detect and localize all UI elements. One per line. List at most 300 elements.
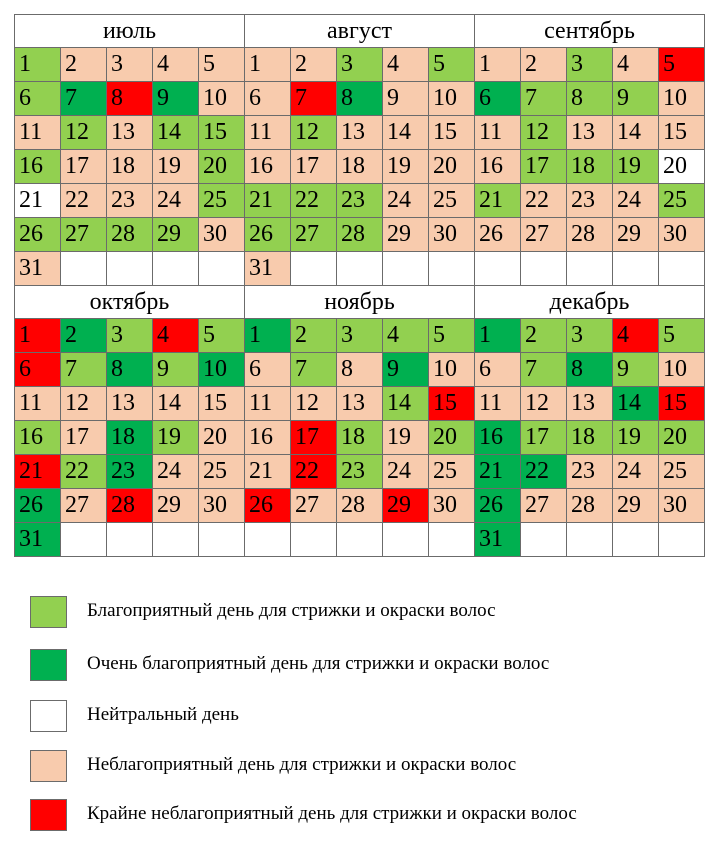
day-cell	[521, 319, 567, 353]
day-cell	[613, 421, 659, 455]
day-number: 23	[111, 458, 135, 484]
day-cell	[153, 387, 199, 421]
day-cell	[153, 218, 199, 252]
day-cell	[429, 455, 475, 489]
day-number: 13	[111, 390, 135, 416]
day-number: 18	[111, 153, 135, 179]
day-cell	[199, 184, 245, 218]
day-number: 19	[617, 153, 641, 179]
month-title	[245, 286, 475, 319]
empty-cell	[107, 252, 153, 286]
empty-cell	[659, 252, 705, 286]
day-cell	[475, 82, 521, 116]
day-number: 6	[19, 85, 31, 111]
day-cell	[153, 421, 199, 455]
day-cell	[429, 218, 475, 252]
empty-cell	[613, 252, 659, 286]
week-row	[15, 218, 705, 252]
day-number: 23	[341, 187, 365, 213]
day-number: 31	[249, 255, 273, 281]
day-number: 6	[479, 356, 491, 382]
day-cell	[291, 353, 337, 387]
day-cell	[245, 353, 291, 387]
day-cell	[291, 455, 337, 489]
day-cell	[659, 455, 705, 489]
day-cell	[659, 353, 705, 387]
day-cell	[383, 116, 429, 150]
day-cell	[15, 387, 61, 421]
day-number: 6	[249, 85, 261, 111]
day-cell	[199, 319, 245, 353]
day-cell	[61, 387, 107, 421]
day-cell	[429, 150, 475, 184]
day-cell	[383, 387, 429, 421]
day-number: 16	[479, 153, 503, 179]
day-number: 9	[157, 85, 169, 111]
day-number: 6	[19, 356, 31, 382]
day-cell	[153, 150, 199, 184]
day-number: 24	[157, 458, 181, 484]
month-title	[475, 286, 705, 319]
month-title-text: сентябрь	[544, 18, 635, 44]
day-cell	[429, 387, 475, 421]
legend-swatch-very-unfavorable	[30, 799, 67, 831]
week-row	[15, 353, 705, 387]
day-cell	[291, 489, 337, 523]
day-cell	[429, 319, 475, 353]
day-cell	[291, 387, 337, 421]
day-number: 25	[663, 458, 687, 484]
month-title-text: ноябрь	[324, 289, 395, 315]
day-number: 16	[249, 424, 273, 450]
day-cell	[475, 523, 521, 557]
week-row	[15, 489, 705, 523]
day-number: 14	[387, 119, 411, 145]
day-cell	[567, 489, 613, 523]
day-number: 24	[617, 458, 641, 484]
day-cell	[61, 48, 107, 82]
day-number: 20	[203, 153, 227, 179]
empty-cell	[475, 252, 521, 286]
day-number: 7	[295, 356, 307, 382]
day-number: 15	[433, 119, 457, 145]
day-number: 18	[111, 424, 135, 450]
month-title	[245, 15, 475, 48]
day-cell	[613, 387, 659, 421]
day-number: 9	[157, 356, 169, 382]
day-cell	[521, 150, 567, 184]
day-cell	[199, 455, 245, 489]
day-number: 29	[387, 221, 411, 247]
day-number: 16	[19, 424, 43, 450]
day-cell	[199, 387, 245, 421]
day-cell	[567, 319, 613, 353]
day-number: 12	[295, 390, 319, 416]
day-cell	[15, 523, 61, 557]
day-number: 29	[617, 492, 641, 518]
day-number: 26	[249, 221, 273, 247]
empty-cell	[659, 523, 705, 557]
day-number: 30	[663, 221, 687, 247]
day-number: 11	[19, 119, 43, 145]
day-cell	[15, 489, 61, 523]
day-cell	[245, 421, 291, 455]
day-number: 31	[19, 526, 43, 552]
day-cell	[429, 184, 475, 218]
day-number: 17	[295, 424, 319, 450]
day-number: 8	[571, 85, 583, 111]
day-number: 28	[111, 221, 135, 247]
day-number: 8	[341, 85, 353, 111]
day-cell	[107, 319, 153, 353]
week-row	[15, 455, 705, 489]
legend-swatch-neutral	[30, 700, 67, 732]
empty-cell	[337, 252, 383, 286]
empty-cell	[153, 252, 199, 286]
day-number: 1	[249, 322, 261, 348]
day-number: 17	[295, 153, 319, 179]
day-number: 1	[19, 51, 31, 77]
day-number: 7	[525, 356, 537, 382]
day-number: 8	[111, 85, 123, 111]
day-cell	[659, 48, 705, 82]
day-number: 26	[19, 221, 43, 247]
day-cell	[475, 455, 521, 489]
week-row	[15, 48, 705, 82]
day-number: 28	[341, 492, 365, 518]
week-row	[15, 82, 705, 116]
day-number: 13	[341, 390, 365, 416]
empty-cell	[61, 523, 107, 557]
day-number: 13	[571, 119, 595, 145]
day-number: 31	[479, 526, 503, 552]
day-cell	[107, 489, 153, 523]
day-cell	[659, 421, 705, 455]
day-cell	[337, 150, 383, 184]
day-cell	[613, 218, 659, 252]
day-number: 8	[111, 356, 123, 382]
day-cell	[153, 353, 199, 387]
day-number: 25	[433, 458, 457, 484]
legend-label-favorable: Благоприятный день для стрижки и окраски волос	[87, 600, 496, 621]
day-number: 16	[479, 424, 503, 450]
day-number: 19	[617, 424, 641, 450]
day-cell	[245, 319, 291, 353]
day-number: 27	[525, 221, 549, 247]
day-number: 24	[387, 458, 411, 484]
day-number: 4	[387, 322, 399, 348]
day-number: 21	[479, 187, 503, 213]
day-cell	[521, 82, 567, 116]
day-number: 21	[479, 458, 503, 484]
day-number: 15	[433, 390, 457, 416]
day-cell	[107, 387, 153, 421]
day-number: 18	[571, 424, 595, 450]
empty-cell	[199, 252, 245, 286]
day-cell	[383, 184, 429, 218]
day-cell	[199, 150, 245, 184]
day-cell	[15, 319, 61, 353]
month-header-row	[15, 15, 705, 48]
empty-cell	[291, 523, 337, 557]
day-cell	[475, 48, 521, 82]
day-cell	[613, 353, 659, 387]
legend-swatch-very-favorable	[30, 649, 67, 681]
day-number: 20	[433, 424, 457, 450]
day-cell	[521, 184, 567, 218]
day-cell	[245, 489, 291, 523]
day-cell	[15, 353, 61, 387]
day-number: 8	[341, 356, 353, 382]
day-cell	[61, 353, 107, 387]
day-cell	[153, 82, 199, 116]
day-number: 24	[617, 187, 641, 213]
day-number: 27	[525, 492, 549, 518]
day-cell	[153, 455, 199, 489]
day-cell	[61, 218, 107, 252]
day-cell	[429, 353, 475, 387]
day-number: 12	[525, 119, 549, 145]
day-cell	[659, 150, 705, 184]
day-cell	[613, 48, 659, 82]
week-row	[15, 150, 705, 184]
day-number: 27	[65, 221, 89, 247]
day-cell	[475, 421, 521, 455]
day-cell	[659, 218, 705, 252]
day-cell	[337, 319, 383, 353]
day-cell	[245, 82, 291, 116]
day-cell	[383, 82, 429, 116]
day-cell	[61, 150, 107, 184]
day-number: 20	[433, 153, 457, 179]
day-cell	[107, 455, 153, 489]
empty-cell	[567, 523, 613, 557]
day-number: 10	[663, 85, 687, 111]
day-cell	[659, 387, 705, 421]
day-cell	[567, 353, 613, 387]
day-number: 2	[525, 322, 537, 348]
day-cell	[383, 353, 429, 387]
day-cell	[567, 387, 613, 421]
day-number: 5	[433, 322, 445, 348]
day-number: 7	[65, 356, 77, 382]
day-number: 2	[525, 51, 537, 77]
month-title	[15, 15, 245, 48]
empty-cell	[383, 523, 429, 557]
day-cell	[291, 82, 337, 116]
day-number: 2	[65, 322, 77, 348]
day-cell	[245, 184, 291, 218]
day-cell	[15, 421, 61, 455]
day-number: 27	[295, 492, 319, 518]
day-number: 21	[19, 458, 43, 484]
day-cell	[107, 353, 153, 387]
day-number: 30	[203, 492, 227, 518]
day-cell	[153, 116, 199, 150]
empty-cell	[153, 523, 199, 557]
day-cell	[521, 489, 567, 523]
day-cell	[567, 455, 613, 489]
day-cell	[337, 184, 383, 218]
day-number: 10	[433, 356, 457, 382]
day-number: 22	[525, 187, 549, 213]
day-cell	[521, 387, 567, 421]
day-cell	[613, 319, 659, 353]
day-cell	[15, 116, 61, 150]
day-cell	[245, 387, 291, 421]
day-cell	[521, 353, 567, 387]
day-number: 5	[203, 51, 215, 77]
day-cell	[567, 82, 613, 116]
day-cell	[61, 319, 107, 353]
day-number: 27	[65, 492, 89, 518]
month-header-row	[15, 286, 705, 319]
day-number: 26	[479, 492, 503, 518]
day-cell	[567, 421, 613, 455]
month-title-text: октябрь	[89, 289, 170, 315]
day-number: 18	[341, 424, 365, 450]
day-number: 29	[157, 221, 181, 247]
day-number: 29	[617, 221, 641, 247]
day-number: 11	[249, 390, 273, 416]
month-title-text: июль	[102, 18, 157, 44]
day-number: 26	[19, 492, 43, 518]
day-cell	[383, 48, 429, 82]
day-number: 3	[341, 322, 353, 348]
day-cell	[659, 319, 705, 353]
day-cell	[107, 82, 153, 116]
day-number: 30	[203, 221, 227, 247]
day-cell	[429, 82, 475, 116]
day-cell	[107, 48, 153, 82]
day-number: 28	[571, 221, 595, 247]
day-cell	[475, 319, 521, 353]
empty-cell	[61, 252, 107, 286]
day-number: 22	[295, 187, 319, 213]
day-number: 1	[19, 322, 31, 348]
day-number: 5	[433, 51, 445, 77]
day-number: 15	[663, 119, 687, 145]
day-number: 1	[479, 51, 491, 77]
day-number: 4	[617, 322, 629, 348]
day-number: 23	[571, 187, 595, 213]
day-cell	[291, 184, 337, 218]
legend-label-unfavorable: Неблагоприятный день для стрижки и окраски волос	[87, 754, 517, 775]
day-cell	[429, 421, 475, 455]
day-number: 27	[295, 221, 319, 247]
day-number: 15	[203, 390, 227, 416]
empty-cell	[567, 252, 613, 286]
day-cell	[659, 82, 705, 116]
day-cell	[199, 353, 245, 387]
day-number: 25	[203, 458, 227, 484]
day-cell	[61, 82, 107, 116]
day-number: 11	[479, 390, 503, 416]
day-cell	[613, 116, 659, 150]
day-number: 3	[111, 51, 123, 77]
day-number: 12	[295, 119, 319, 145]
day-cell	[567, 218, 613, 252]
day-cell	[199, 421, 245, 455]
empty-cell	[429, 252, 475, 286]
day-number: 19	[387, 424, 411, 450]
week-row	[15, 116, 705, 150]
day-cell	[337, 387, 383, 421]
empty-cell	[613, 523, 659, 557]
day-cell	[429, 116, 475, 150]
empty-cell	[521, 252, 567, 286]
day-number: 7	[65, 85, 77, 111]
day-cell	[383, 489, 429, 523]
day-cell	[107, 184, 153, 218]
day-number: 3	[571, 51, 583, 77]
day-cell	[521, 455, 567, 489]
day-cell	[383, 319, 429, 353]
day-cell	[613, 489, 659, 523]
empty-cell	[429, 523, 475, 557]
empty-cell	[107, 523, 153, 557]
day-cell	[245, 455, 291, 489]
day-number: 7	[525, 85, 537, 111]
legend-item-unfavorable	[30, 750, 710, 782]
day-number: 5	[663, 51, 675, 77]
day-cell	[613, 150, 659, 184]
day-number: 17	[525, 153, 549, 179]
day-cell	[107, 421, 153, 455]
day-cell	[613, 82, 659, 116]
day-cell	[475, 116, 521, 150]
day-number: 20	[663, 424, 687, 450]
legend-label-neutral: Нейтральный день	[87, 704, 239, 725]
day-number: 24	[157, 187, 181, 213]
legend-item-very-unfavorable	[30, 799, 710, 831]
day-cell	[567, 48, 613, 82]
day-number: 24	[387, 187, 411, 213]
empty-cell	[383, 252, 429, 286]
day-cell	[429, 489, 475, 523]
day-cell	[107, 150, 153, 184]
day-cell	[659, 489, 705, 523]
day-cell	[107, 218, 153, 252]
day-cell	[291, 48, 337, 82]
day-number: 19	[157, 424, 181, 450]
day-cell	[567, 150, 613, 184]
day-cell	[245, 218, 291, 252]
day-cell	[659, 116, 705, 150]
week-row	[15, 421, 705, 455]
day-number: 30	[433, 221, 457, 247]
calendar-table	[14, 14, 705, 557]
day-number: 14	[157, 390, 181, 416]
day-cell	[153, 184, 199, 218]
day-cell	[153, 319, 199, 353]
day-number: 1	[479, 322, 491, 348]
day-number: 22	[65, 458, 89, 484]
day-number: 14	[157, 119, 181, 145]
day-cell	[15, 150, 61, 184]
day-number: 9	[387, 85, 399, 111]
day-cell	[61, 421, 107, 455]
day-cell	[61, 184, 107, 218]
day-cell	[521, 48, 567, 82]
week-row	[15, 523, 705, 557]
day-number: 30	[433, 492, 457, 518]
legend-item-neutral	[30, 700, 710, 732]
day-number: 7	[295, 85, 307, 111]
day-number: 13	[111, 119, 135, 145]
day-number: 2	[65, 51, 77, 77]
legend-swatch-unfavorable	[30, 750, 67, 782]
